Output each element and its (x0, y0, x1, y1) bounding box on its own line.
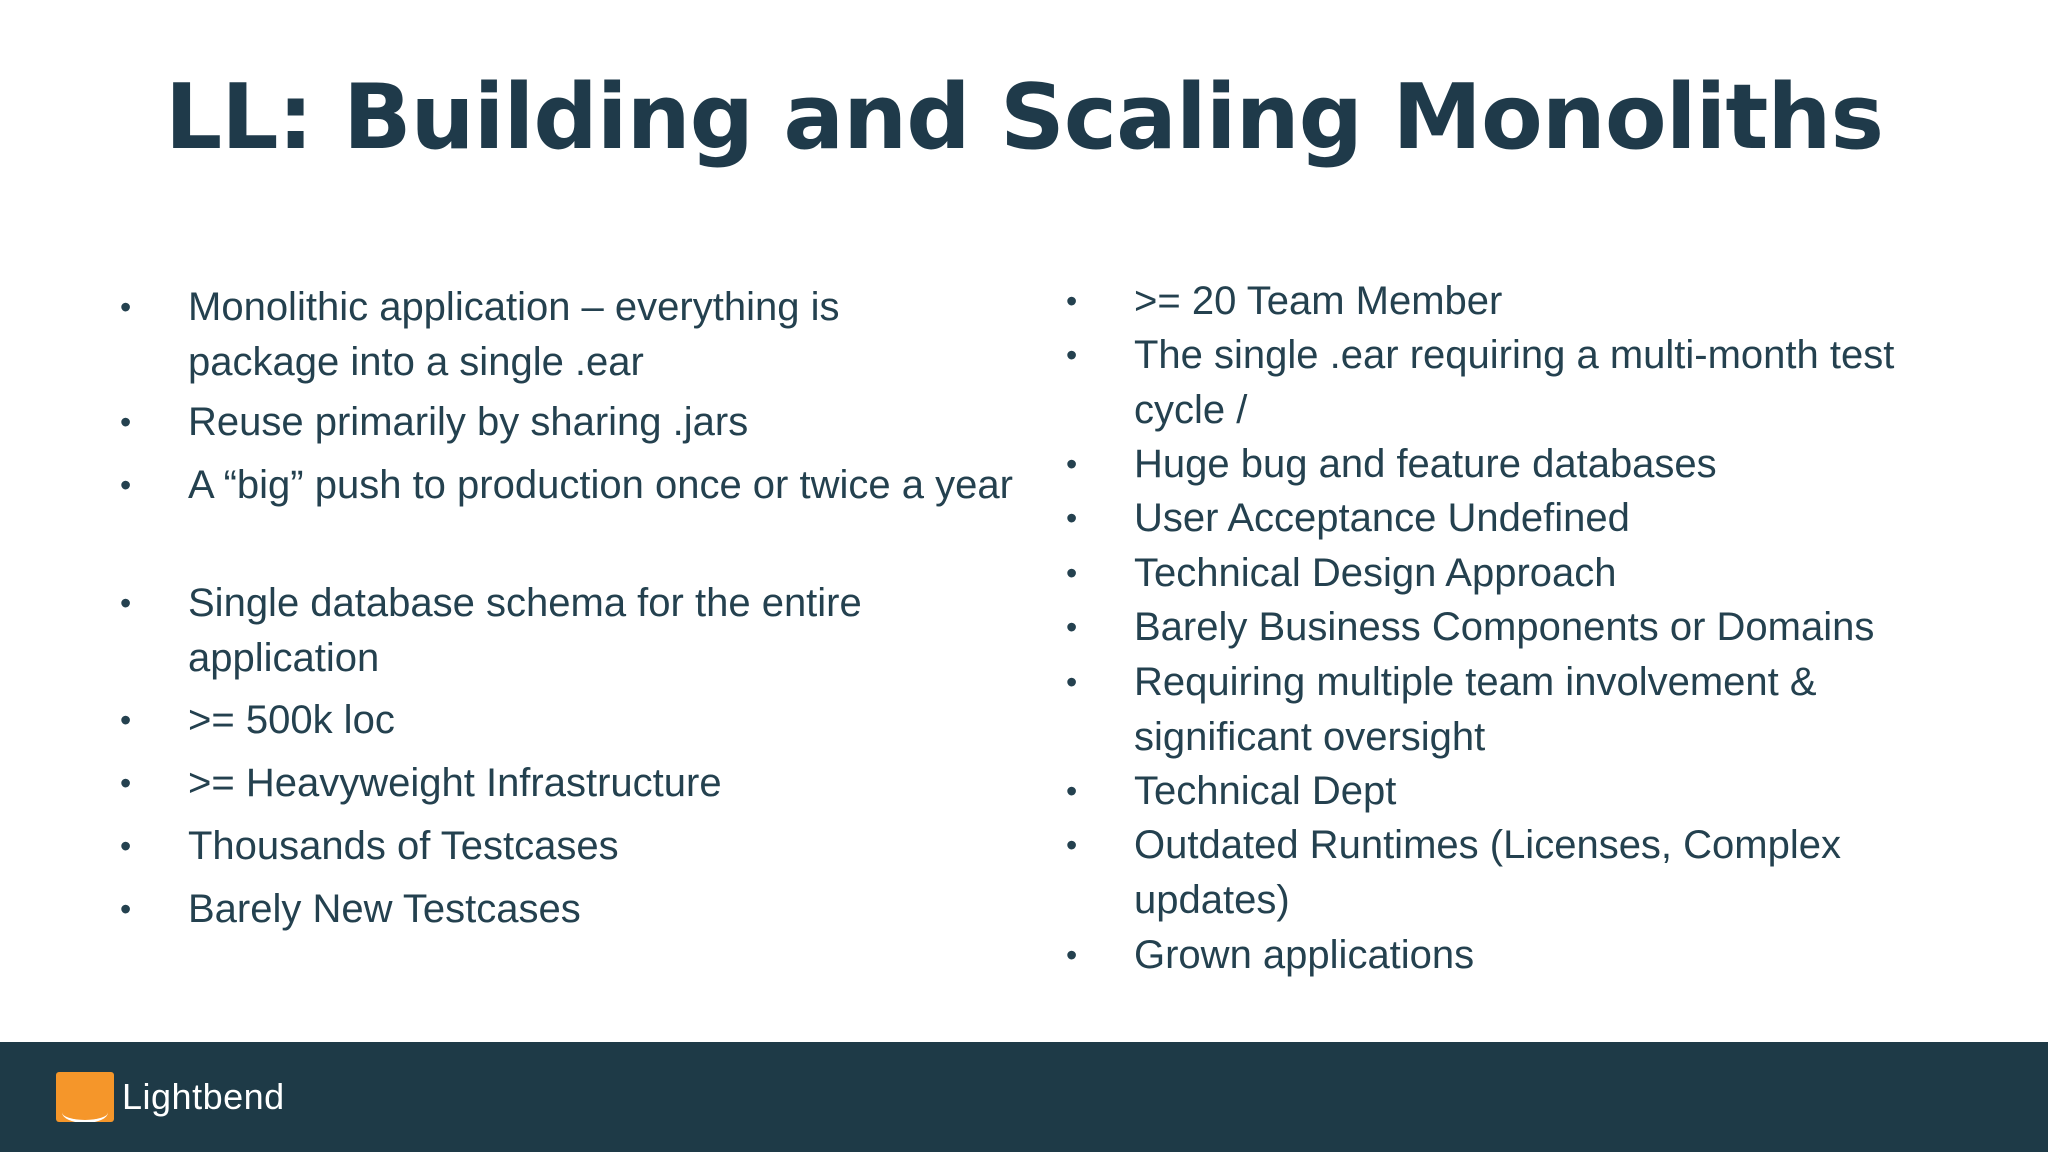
bullet-icon: • (120, 289, 132, 325)
list-item (1066, 764, 1966, 819)
bullet-icon: • (120, 585, 132, 621)
bullet-text: >= Heavyweight Infrastructure (188, 761, 722, 805)
list-item (120, 458, 1013, 513)
bullet-text: Huge bug and feature databases (1134, 442, 1717, 486)
bullet-icon: • (120, 404, 132, 440)
bullet-text: Monolithic application – everything is package into a single .ear (188, 285, 840, 384)
bullet-text: Barely Business Components or Domains (1134, 605, 1875, 649)
bullet-text: Grown applications (1134, 933, 1475, 977)
list-item (1066, 928, 1966, 983)
list-item (1066, 655, 1966, 765)
bullet-icon: • (120, 467, 132, 503)
bullet-icon: • (1066, 773, 1078, 809)
bullet-text: Technical Dept (1134, 769, 1397, 813)
list-item (120, 819, 1000, 874)
list-item (1066, 328, 1966, 438)
bullet-text: User Acceptance Undefined (1134, 496, 1630, 540)
bullet-icon: • (120, 702, 132, 738)
bullet-text: Reuse primarily by sharing .jars (188, 400, 749, 444)
bullet-icon: • (1066, 664, 1078, 700)
list-item (120, 576, 1000, 686)
bullet-text: Barely New Testcases (188, 887, 581, 931)
bullet-icon: • (120, 891, 132, 927)
brand-name: Lightbend (122, 1076, 285, 1117)
list-item (1066, 491, 1966, 546)
bullet-icon: • (1066, 937, 1078, 973)
bullet-text: Single database schema for the entire application (188, 581, 862, 680)
bullet-icon: • (1066, 446, 1078, 482)
bullet-text: Technical Design Approach (1134, 551, 1617, 595)
bullet-text: The single .ear requiring a multi-month test cycle / (1134, 333, 1895, 432)
bullet-text: >= 500k loc (188, 698, 395, 742)
bullet-text: A “big” push to production once or twice a year (188, 463, 1013, 507)
bullet-text: >= 20 Team Member (1134, 279, 1503, 323)
bullet-icon: • (1066, 827, 1078, 863)
list-item (1066, 600, 1966, 655)
bullet-icon: • (1066, 283, 1078, 319)
bullet-icon: • (120, 828, 132, 864)
bullet-icon: • (1066, 500, 1078, 536)
bullet-text: Requiring multiple team involvement & significant oversight (1134, 660, 1817, 759)
bullet-text: Thousands of Testcases (188, 824, 619, 868)
list-item (120, 280, 1000, 390)
slide-title: LL: Building and Scaling Monoliths (164, 65, 1884, 170)
list-item (1066, 818, 1966, 928)
bullet-icon: • (1066, 555, 1078, 591)
list-item (120, 693, 1000, 748)
list-item (120, 882, 1000, 937)
bullet-icon: • (120, 765, 132, 801)
footer-bar (0, 1042, 2048, 1152)
bullet-icon: • (1066, 337, 1078, 373)
list-item (1066, 274, 1966, 329)
bullet-text: Outdated Runtimes (Licenses, Complex updates) (1134, 823, 1841, 922)
list-item (120, 756, 1000, 811)
list-item (1066, 546, 1966, 601)
lightbend-logo-icon (56, 1072, 114, 1122)
list-item (120, 395, 1000, 450)
bullet-icon: • (1066, 609, 1078, 645)
list-item (1066, 437, 1966, 492)
